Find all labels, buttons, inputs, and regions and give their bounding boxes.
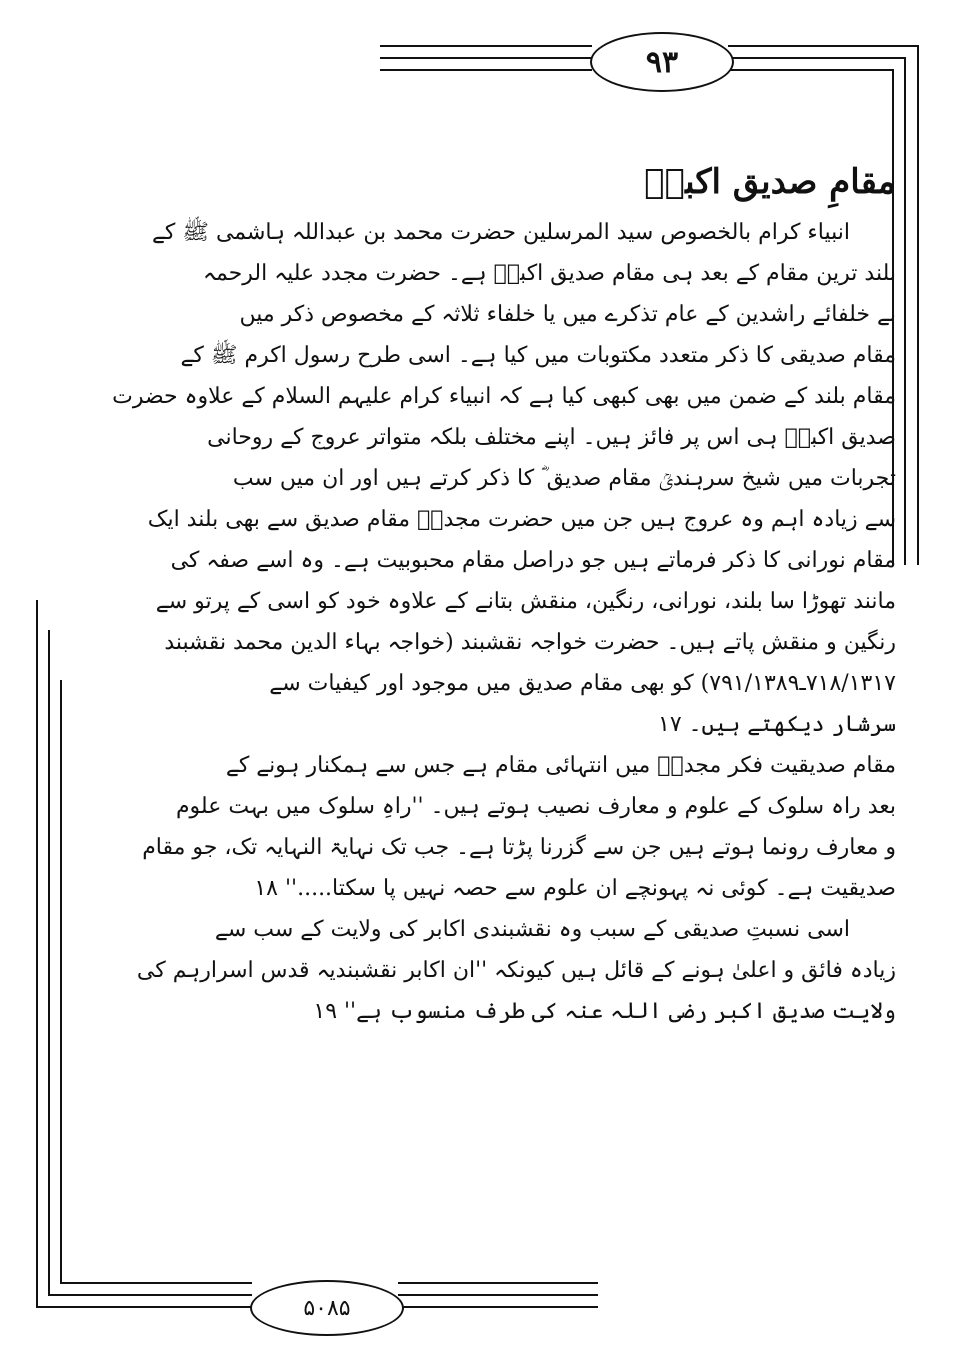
frame-top-line-outer [380, 45, 592, 47]
text-line: سرشار دیکھتے ہیں۔ ۱۷ [658, 712, 896, 737]
frame-top-line-middle [380, 57, 592, 59]
frame-bottom-left-line-inner [60, 1282, 252, 1284]
frame-right-line-middle [904, 57, 906, 565]
text-line: ولایت صدیق اکبر رضی اللہ عنہ کی طرف منسوب ہے'' ۱۹ [313, 999, 896, 1024]
paragraph-2 [142, 745, 896, 909]
text-line: صدیقیت ہے۔ کوئی نہ پہونچے ان علوم سے حصہ نہیں پا سکتا.....'' ۱۸ [254, 876, 896, 901]
page-number-top: ۹۳ [590, 32, 734, 92]
text-line: مانند تھوڑا سا بلند، نورانی، رنگین، منقش بتانے کے علاوہ خود کو اسی کے پرتو سے [155, 589, 896, 614]
text-line: سے زیادہ اہم وہ عروج ہیں جن میں حضرت مجددؒ مقام صدیق سے بھی بلند ایک [147, 507, 896, 532]
frame-top-right-line-outer [728, 45, 919, 47]
frame-top-right-line-middle [728, 57, 906, 59]
text-line: اسی نسبتِ صدیقی کے سبب وہ نقشبندی اکابر کی ولایت کے سب سے [214, 917, 850, 942]
frame-left-line-inner [60, 680, 62, 1284]
text-line: انبیاء کرام بالخصوص سید المرسلین حضرت محمد بن عبداللہ ہاشمی ﷺ کے [152, 220, 850, 245]
text-line: و معارف رونما ہوتے ہیں جن سے گزرنا پڑتا ہے۔ جب تک نہایۃ النہایہ تک، جو مقام [142, 835, 896, 860]
text-line: صدیق اکبرؓ ہی اس پر فائز ہیں۔ اپنے مختلف بلکہ متواتر عروج کے روحانی [207, 425, 896, 450]
frame-bottom-right-line-inner [398, 1282, 598, 1284]
frame-bottom-left-line-outer [36, 1306, 252, 1308]
text-line: مقام صدیقی کا ذکر متعدد مکتوبات میں کیا ہے۔ اسی طرح رسول اکرم ﷺ کے [180, 343, 896, 368]
frame-bottom-left-line-middle [48, 1294, 252, 1296]
page-number-bottom: ۵۰۸۵ [250, 1280, 404, 1336]
paragraph-1 [112, 212, 896, 745]
frame-right-line-outer [917, 45, 919, 565]
text-line: زیادہ فائق و اعلیٰ ہونے کے قائل ہیں کیونکہ ''ان اکابر نقشبندیہ قدس اسرارہم کی [136, 958, 896, 983]
frame-top-right-line-inner [728, 69, 894, 71]
frame-top-line-inner [380, 69, 592, 71]
frame-bottom-right-line-outer [398, 1306, 598, 1308]
paragraph-3 [136, 909, 896, 1032]
text-line: بعد راہ سلوک کے علوم و معارف نصیب ہوتے ہیں۔ ''راہِ سلوک میں بہت علوم [175, 794, 896, 819]
page-content [112, 152, 896, 1032]
text-line: نے خلفائے راشدین کے عام تذکرے میں یا خلفاء ثلاثہ کے مخصوص ذکر میں [239, 302, 896, 327]
text-line: بلند ترین مقام کے بعد ہی مقام صدیق اکبرؓ ہے۔ حضرت مجدد علیہ الرحمہ [203, 261, 896, 286]
frame-left-line-middle [48, 630, 50, 1296]
frame-bottom-right-line-middle [398, 1294, 598, 1296]
text-line: مقام نورانی کا ذکر فرماتے ہیں جو دراصل مقام محبوبیت ہے۔ وہ اسے صفہ کی [170, 548, 896, 573]
text-line: رنگین و منقش پاتے ہیں۔ حضرت خواجہ نقشبند (خواجہ بہاء الدین محمد نقشبند [164, 630, 896, 655]
text-line: مقام صدیقیت فکر مجددؒ میں انتہائی مقام ہے جس سے ہمکنار ہونے کے [225, 753, 896, 778]
section-heading: مقامِ صدیق اکبرؓ [644, 162, 896, 202]
frame-left-line-outer [36, 600, 38, 1308]
text-line: مقام بلند کے ضمن میں بھی کبھی کیا ہے کہ انبیاء کرام علیہم السلام کے علاوہ حضرت [112, 384, 896, 409]
text-line: تجربات میں شیخ سرہندیؒ مقام صدیق ؓ کا ذکر کرتے ہیں اور ان میں سب [232, 466, 896, 491]
text-line: ۷۱۸/۱۳۱۷ـ۷۹۱/۱۳۸۹) کو بھی مقام صدیق میں موجود اور کیفیات سے [269, 671, 896, 696]
